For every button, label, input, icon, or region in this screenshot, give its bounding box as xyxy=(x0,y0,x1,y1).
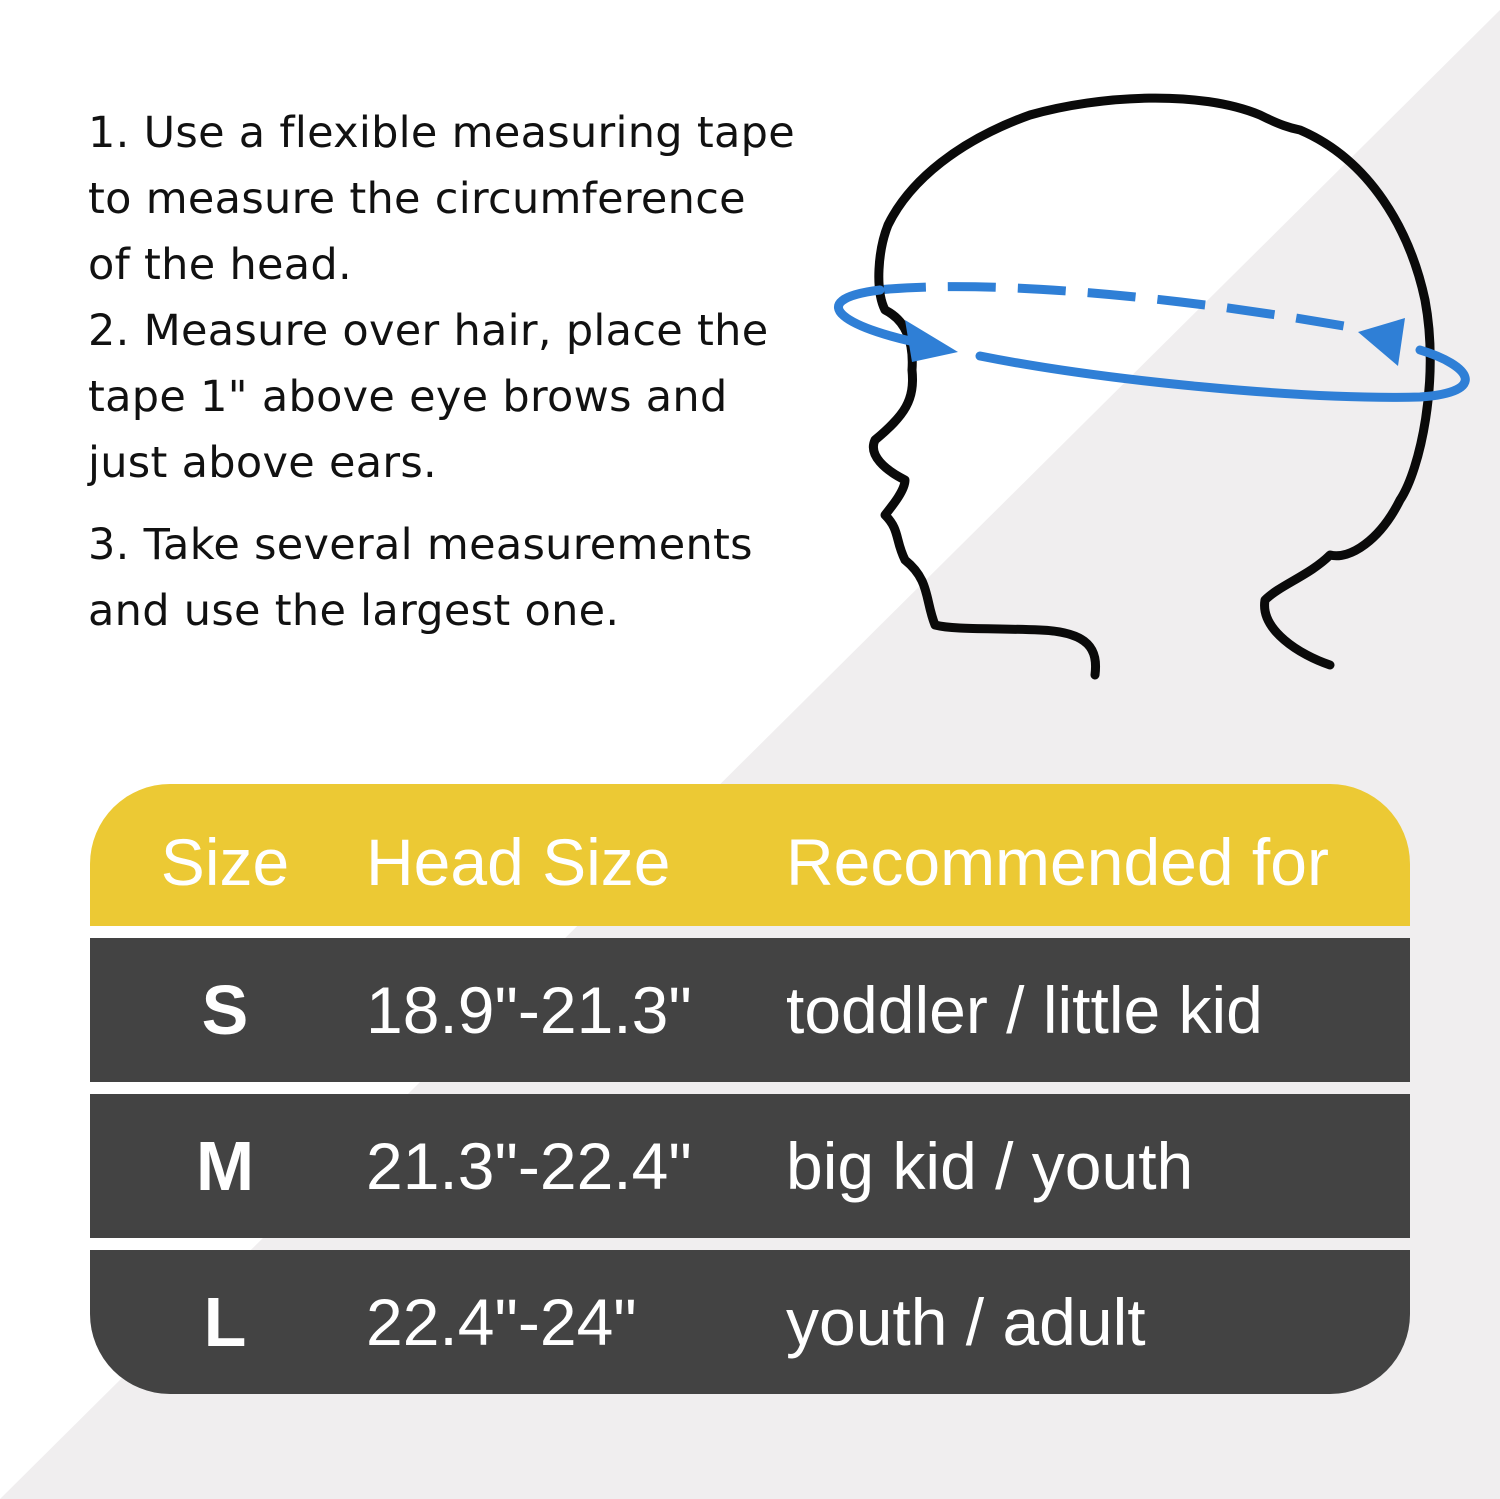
instruction-step-1 xyxy=(88,100,868,298)
instruction-step-2-line-1: 2. Measure over hair, place the xyxy=(88,306,769,356)
size-value: M xyxy=(195,1127,255,1205)
instruction-step-2-line-2: tape 1" above eye brows and xyxy=(88,372,728,422)
instruction-step-2-line-3: just above ears. xyxy=(88,438,438,488)
head-size-value: 22.4"-24" xyxy=(366,1285,637,1359)
header-head-size: Head Size xyxy=(366,825,671,899)
head-outline-icon xyxy=(873,98,1430,675)
head-size-value: 18.9"-21.3" xyxy=(366,973,692,1047)
instruction-step-1-line-3: of the head. xyxy=(88,240,352,290)
size-value: S xyxy=(201,971,249,1049)
instruction-step-1-line-1: 1. Use a flexible measuring tape xyxy=(88,108,796,158)
table-row xyxy=(90,1250,1410,1394)
size-value: L xyxy=(203,1283,247,1361)
table-row xyxy=(90,1094,1410,1238)
tape-arrow-right-icon xyxy=(905,320,958,362)
measuring-tape-back-icon xyxy=(878,287,1355,328)
recommended-for-value: toddler / little kid xyxy=(786,973,1263,1047)
recommended-for-value: youth / adult xyxy=(786,1285,1146,1359)
recommended-for-value: big kid / youth xyxy=(786,1129,1194,1203)
tape-arrow-left-icon xyxy=(1358,318,1405,366)
header-size: Size xyxy=(160,825,290,899)
table-header-row xyxy=(90,784,1410,926)
header-recommended-for: Recommended for xyxy=(786,825,1329,899)
measuring-instructions xyxy=(88,100,868,644)
instruction-step-1-line-2: to measure the circumference xyxy=(88,174,746,224)
table-row xyxy=(90,938,1410,1082)
instruction-step-3 xyxy=(88,512,868,644)
instruction-step-3-line-2: and use the largest one. xyxy=(88,586,620,636)
size-chart-table xyxy=(90,784,1410,1394)
instruction-step-3-line-1: 3. Take several measurements xyxy=(88,520,753,570)
instruction-step-2 xyxy=(88,298,868,496)
head-profile-icon xyxy=(820,70,1500,710)
head-size-value: 21.3"-22.4" xyxy=(366,1129,692,1203)
